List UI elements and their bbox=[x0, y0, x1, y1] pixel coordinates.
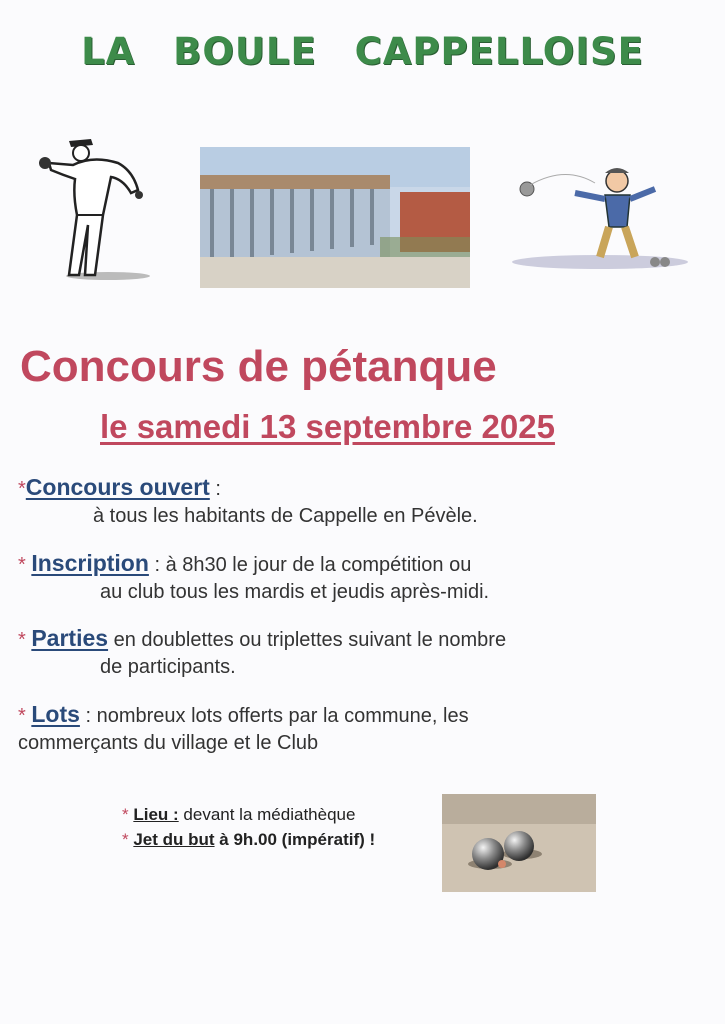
item-lots: * Lots : nombreux lots offerts par la commune, les commerçants du village et le Club bbox=[18, 701, 469, 757]
bullet-star: * bbox=[18, 478, 26, 500]
boulodrome-photo bbox=[200, 147, 470, 288]
petanque-player-drawing bbox=[33, 135, 153, 285]
jet-text: à 9h.00 (impératif) ! bbox=[219, 830, 376, 849]
item-key: Lots bbox=[31, 701, 80, 727]
item-key: Parties bbox=[31, 625, 109, 651]
item-inscription: * Inscription : à 8h30 le jour de la compétition ou au club tous les mardis et jeudis après-midi. bbox=[18, 550, 489, 606]
event-details: * Lieu : devant la médiathèque * Jet du but à 9h.00 (impératif) ! bbox=[122, 805, 376, 849]
cartoon-player-drawing bbox=[505, 165, 700, 275]
boules-photo bbox=[442, 794, 596, 892]
event-date: le samedi 13 septembre 2025 bbox=[100, 408, 555, 445]
jet-label: Jet du but bbox=[133, 830, 215, 849]
item-key: Concours ouvert bbox=[25, 474, 210, 500]
club-title: LA BOULE CAPPELLOISE bbox=[81, 30, 644, 73]
item-line2: de participants. bbox=[100, 656, 236, 678]
lieu-label: Lieu : bbox=[133, 805, 179, 824]
main-heading: Concours de pétanque bbox=[20, 342, 497, 391]
lieu-text: devant la médiathèque bbox=[183, 805, 356, 824]
item-line2: au club tous les mardis et jeudis après-midi. bbox=[100, 581, 490, 603]
item-line2: à tous les habitants de Cappelle en Pévèle. bbox=[93, 505, 478, 527]
item-parties: * Parties en doublettes ou triplettes suivant le nombre de participants. bbox=[18, 625, 506, 681]
item-line2: commerçants du village et le Club bbox=[18, 732, 319, 754]
item-concours-ouvert: *Concours ouvert : à tous les habitants de Cappelle en Pévèle. bbox=[18, 474, 478, 530]
item-key: Inscription bbox=[31, 550, 149, 576]
